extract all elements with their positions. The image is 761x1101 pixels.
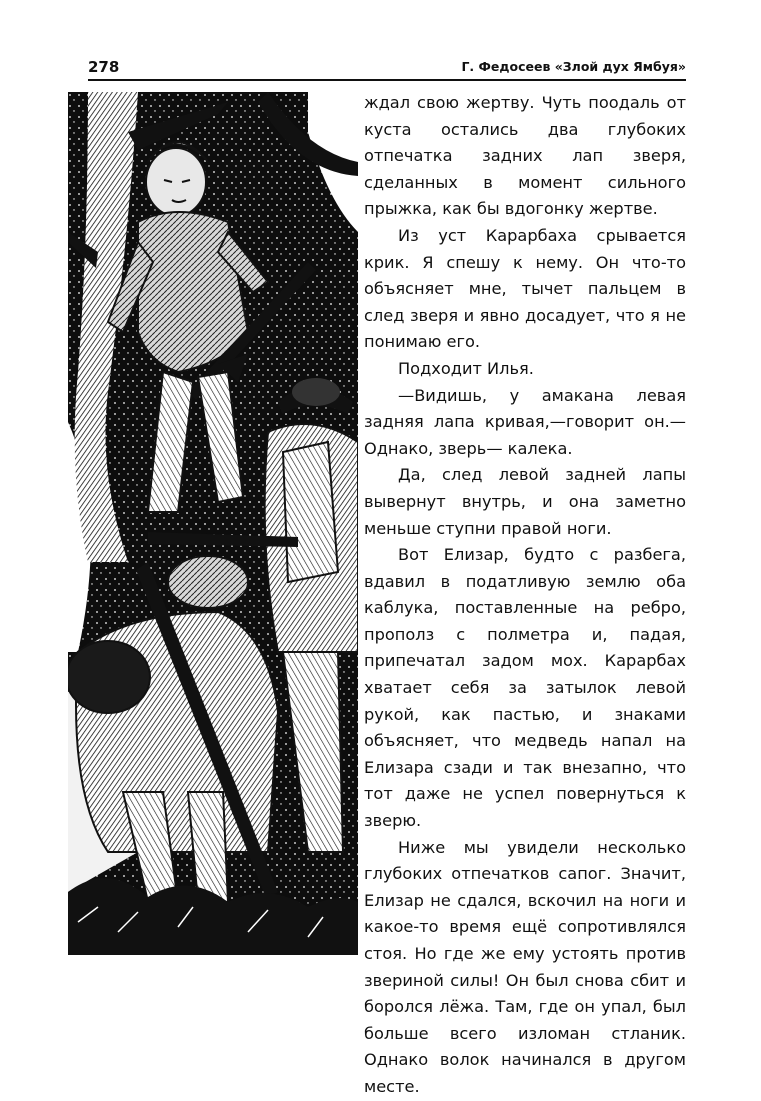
header-rule bbox=[88, 79, 686, 81]
illustration-drawing bbox=[68, 92, 358, 955]
body-text bbox=[364, 90, 686, 1101]
paragraph: Да, след левой задней лапы вывернут внутрь, и она заметно меньше ступни правой ноги. bbox=[364, 465, 686, 538]
backpack bbox=[283, 442, 338, 582]
page-header bbox=[88, 58, 686, 82]
illustration-hunters-in-forest bbox=[68, 92, 358, 955]
paragraph: Из уст Карарбаха срывается крик. Я спешу к нему. Он что-то объясняет мне, тычет пальцем в след зверя и явно досадует, что я не понимаю его. bbox=[364, 225, 686, 352]
rolled-bedroll bbox=[68, 641, 150, 713]
man-head bbox=[146, 148, 206, 216]
paragraph-dialogue: —Видишь, у амакана левая задняя лапа кривая,—говорит он.— Однако, зверь— калека. bbox=[364, 385, 686, 458]
paragraph: Вот Елизар, будто с разбега, вдавил в податливую землю оба каблука, поставленные на ребро, прополз с полметра и, падая, припечатал задом мох. Карарбах хватает себя за затылок левой рукой, как пастью, и знаками объясняет, что медведь напал на Елизара сзади и так внезапно, что тот даже не успел повернуться к зверю. bbox=[364, 545, 686, 831]
paragraph: Подходит Илья. bbox=[398, 358, 534, 378]
running-head: Г. Федосеев «Злой дух Ямбуя» bbox=[461, 59, 686, 74]
page-number: 278 bbox=[88, 58, 120, 76]
paragraph: Ниже мы увидели несколько глубоких отпечатков сапог. Значит, Елизар не сдался, вскочил на ноги и какое-то время ещё сопротивлялся стоя. Но где же ему устоять против звериной силы! Он был снова сбит и боролся лёжа. Там, где он упал, был больше всего изломан стланик. Однако волок начинался в другом месте. bbox=[364, 837, 686, 1096]
paragraph-continuation: ждал свою жертву. Чуть поодаль от куста остались два глубоких отпечатка задних лап зверя, сделанных в момент сильного прыжка, как бы вдогонку жертве. bbox=[364, 93, 686, 219]
